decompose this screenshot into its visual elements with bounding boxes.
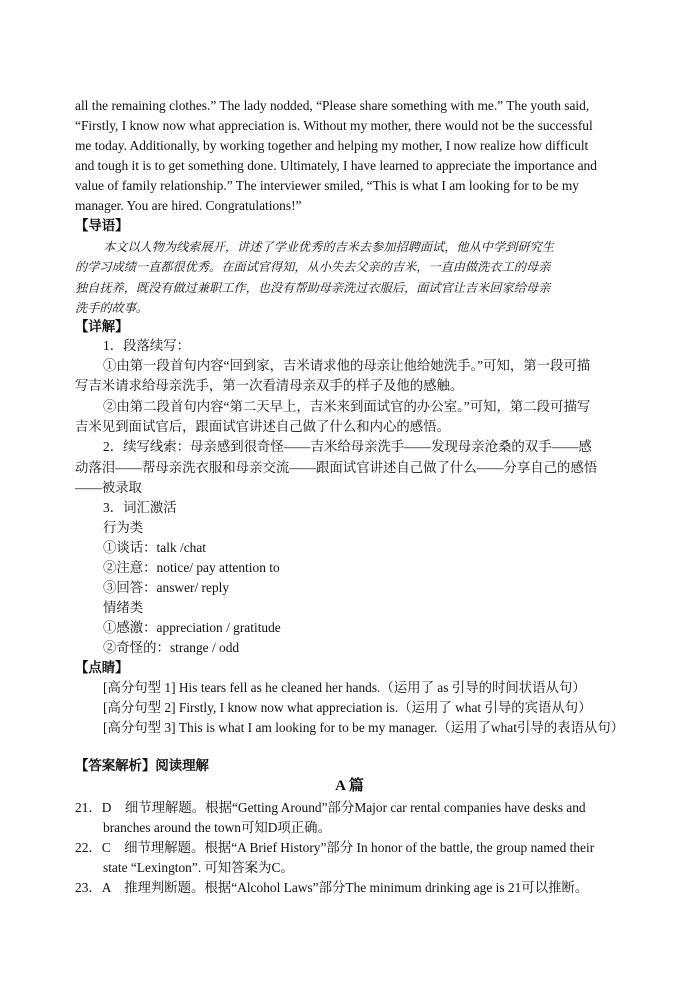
daoyu-line: 洗手的故事。 bbox=[75, 301, 149, 315]
passage-line: value of family relationship.” The interviewer smiled, “This is what I am looking for to be my bbox=[75, 178, 580, 193]
xiangjie-line: 1．段落续写： bbox=[103, 338, 191, 353]
dianjing-heading: 【点睛】 bbox=[75, 660, 129, 675]
xiangjie-line: 动落泪——帮母亲洗衣服和母亲交流——跟面试官讲述自己做了什么——分享自己的感悟 bbox=[75, 460, 598, 475]
answer-item: 22．C 细节理解题。根据“A Brief History”部分 In honor of the battle, the group named their bbox=[75, 840, 595, 855]
xiangjie-line: ③回答：answer/ reply bbox=[103, 580, 230, 595]
xiangjie-line: ②奇怪的：strange / odd bbox=[103, 640, 240, 655]
xiangjie-line: ——被录取 bbox=[75, 480, 142, 495]
xiangjie-line: 情绪类 bbox=[103, 600, 144, 615]
xiangjie-heading: 【详解】 bbox=[75, 319, 129, 334]
xiangjie-line: ②注意：notice/ pay attention to bbox=[103, 560, 280, 575]
answer-item: branches around the town可知D项正确。 bbox=[103, 820, 331, 835]
dianjing-line: [高分句型 3] This is what I am looking for to be my manager.（运用了what引导的表语从句） bbox=[103, 720, 625, 735]
dianjing-line: [高分句型 2] Firstly, I know now what appreciation is.（运用了 what 引导的宾语从句） bbox=[103, 700, 592, 715]
xiangjie-line: 吉米见到面试官后，跟面试官讲述自己做了什么和内心的感悟。 bbox=[75, 419, 450, 434]
xiangjie-line: 2．续写线索：母亲感到很奇怪——吉米给母亲洗手——发现母亲沧桑的双手——感 bbox=[103, 439, 592, 454]
xiangjie-line: ①谈话：talk /chat bbox=[103, 540, 207, 555]
daoyu-line: 的学习成绩一直都很优秀。在面试官得知，从小失去父亲的吉米，一直由做洗衣工的母亲 bbox=[75, 260, 551, 274]
daoyu-heading: 【导语】 bbox=[75, 218, 129, 233]
passage-line: and tough it is to get something done. Ultimately, I have learned to appreciate the importance and bbox=[75, 158, 597, 173]
xiangjie-line: ①感激：appreciation / gratitude bbox=[103, 620, 281, 635]
xiangjie-line: ①由第一段首句内容“回到家，吉米请求他的母亲让他给她洗手。”可知，第一段可描 bbox=[103, 358, 591, 373]
passage-line: me today. Additionally, by working together and helping my mother, I now realize how difficult bbox=[75, 138, 589, 153]
xiangjie-line: 写吉米请求给母亲洗手，第一次看清母亲双手的样子及他的感触。 bbox=[75, 378, 464, 393]
passage-line: manager. You are hired. Congratulations!” bbox=[75, 198, 302, 213]
passage-line: all the remaining clothes.” The lady nodded, “Please share something with me.” The youth said, bbox=[75, 98, 590, 113]
passage-line: “Firstly, I know now what appreciation is. Without my mother, there would not be the successful bbox=[75, 118, 593, 133]
section-title: A 篇 bbox=[335, 778, 364, 794]
answer-item: state “Lexington”. 可知答案为C。 bbox=[103, 860, 294, 875]
answers-heading: 【答案解析】阅读理解 bbox=[75, 758, 209, 773]
daoyu-line: 独自抚养，既没有做过兼职工作，也没有帮助母亲洗过衣服后，面试官让吉米回家给母亲 bbox=[75, 281, 551, 295]
xiangjie-line: ②由第二段首句内容“第二天早上，吉米来到面试官的办公室。”可知，第二段可描写 bbox=[103, 399, 591, 414]
daoyu-line: 本文以人物为线索展开，讲述了学业优秀的吉米去参加招聘面试，他从中学到研究生 bbox=[103, 240, 554, 254]
answer-item: 21．D 细节理解题。根据“Getting Around”部分Major car rental companies have desks and bbox=[75, 800, 586, 815]
dianjing-line: [高分句型 1] His tears fell as he cleaned her hands.（运用了 as 引导的时间状语从句） bbox=[103, 680, 586, 695]
answer-item: 23．A 推理判断题。根据“Alcohol Laws”部分The minimum drinking age is 21可以推断。 bbox=[75, 880, 589, 895]
xiangjie-line: 行为类 bbox=[103, 520, 144, 535]
xiangjie-line: 3．词汇激活 bbox=[103, 500, 177, 515]
